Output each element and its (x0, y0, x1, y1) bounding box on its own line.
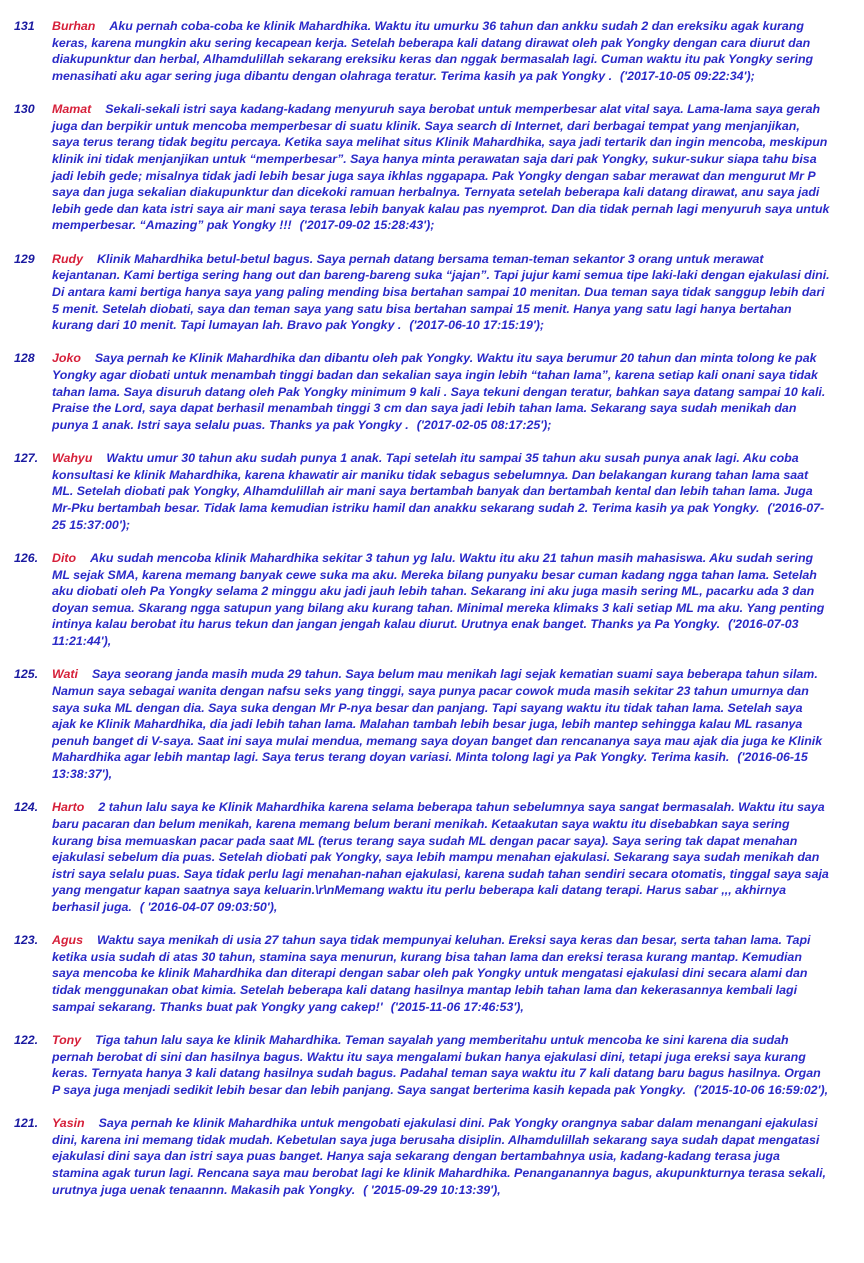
testimonial-entry (0, 350, 830, 433)
testimonial-timestamp: ('2017-06-10 17:15:19'); (409, 318, 545, 333)
testimonial-entry (0, 550, 830, 650)
testimonial-number: 125. (14, 667, 39, 682)
testimonial-timestamp: ('2015-10-06 16:59:02'), (694, 1082, 829, 1097)
testimonial-timestamp: ( '2015-09-29 10:13:39'), (363, 1182, 501, 1197)
testimonial-author: Wahyu (52, 451, 93, 466)
testimonial-number: 121. (14, 1116, 39, 1131)
testimonial-author: Rudy (52, 251, 83, 266)
testimonial-number: 127. (14, 451, 39, 466)
testimonial-paragraph (52, 932, 830, 1015)
testimonial-number: 124. (14, 800, 39, 815)
testimonial-number: 126. (14, 551, 39, 566)
testimonial-entry (0, 450, 830, 533)
testimonial-text: Aku pernah coba-coba ke klinik Mahardhika. Waktu itu umurku 36 tahun dan ankku sudah 2 dan ereksiku agak kurang keras, karena mungkin aku sering kecapean kerja. Setelah beberapa kali datang dirawat oleh pak Yongky dengan cara diurut dan diakupunktur dan herbal, Alhamdulillah sekarang ereksiku keras dan nggak bermasalah lagi. Cuman waktu itu pak Yongky sering menasihati aku agar sering juga dibantu dengan olahraga teratur. Terima kasih ya pak Yongky . (52, 19, 814, 83)
testimonial-timestamp: ('2017-10-05 09:22:34'); (620, 68, 755, 83)
testimonial-timestamp: ('2015-11-06 17:46:53'), (390, 999, 524, 1014)
testimonial-text: Saya pernah ke klinik Mahardhika untuk mengobati ejakulasi dini. Pak Yongky orangnya sabar dalam menangani ejakulasi dini, karena ini memang tidak mudah. Kebetulan saya juga berusaha disiplin. Alhamdulillah sekarang saya sudah dapat mengatasi ejakulasi dini saya dan istri saya puas banget. Hanya saja sekarang dengan bertambahnya usia, kadang-kadang terasa juga stamina agak turun lagi. Rencana saya mau berobat lagi ke klinik Mahardhika. Penanganannya bagus, akupunkturnya terasa sekali, urutnya juga uenak tenaannn. Makasih pak Yongky. (52, 1116, 826, 1197)
testimonial-text: Waktu saya menikah di usia 27 tahun saya tidak mempunyai keluhan. Ereksi saya keras dan besar, serta tahan lama. Tapi ketika usia sudah di atas 30 tahun, stamina saya menurun, kurang bisa tahan lama dan ereksi terasa kurang mantap. Kemudian saya mencoba ke klinik Mahardhika dan diterapi dengan sabar oleh pak Yongky untuk mengatasi ejakulasi dini secara alami dan tidak menggunakan obat kimia. Setelah beberapa kali datang hasilnya mantap lebih tahan lama dan kekerasannya kembali lagi sampai sekarang. Thanks buat pak Yongky yang cakep!' (52, 933, 811, 1014)
testimonial-text: Aku sudah mencoba klinik Mahardhika sekitar 3 tahun yg lalu. Waktu itu aku 21 tahun masih mahasiswa. Aku sudah sering ML sejak SMA, karena memang banyak cewe suka ma aku. Mereka bilang punyaku besar cuman kadang ngga tahan lama. Setelah aku diobati oleh Pa Yongky selama 2 minggu aku jadi jauh lebih tahan. Sekarang ini aku juga masih sering ML, pacarku ada 3 dan doyan semua. Skarang ngga satupun yang bilang aku kurang tahan. Minimal mereka klimaks 3 kali setiap ML ma aku. Yang penting intinya kalau berobat itu harus tekun dan jangan jengah kalau diurut. Urutnya enak banget. Thanks ya Pa Yongky. (52, 551, 825, 632)
testimonial-list (0, 18, 864, 1215)
testimonial-number: 122. (14, 1033, 39, 1048)
testimonial-entry (0, 799, 830, 915)
testimonial-paragraph (52, 101, 830, 234)
testimonial-text: Tiga tahun lalu saya ke klinik Mahardhika. Teman sayalah yang memberitahu untuk mencoba ke sini karena dia sudah pernah berobat di sini dan hasilnya bagus. Waktu itu saya mengalami bukan hanya ejakulasi dini, tetapi juga ereksi saya kurang keras. Ternyata hanya 3 kali datang hasilnya sudah bagus. Padahal teman saya waktu itu 7 kali datang baru bagus hasilnya. Organ P saya juga menjadi sedikit lebih besar dan lebih panjang. Saya sangat berterima kasih kepada pak Yongky. (52, 1033, 821, 1097)
testimonial-text: Saya seorang janda masih muda 29 tahun. Saya belum mau menikah lagi sejak kematian suami saya beberapa tahun silam. Namun saya sebagai wanita dengan nafsu seks yang tinggi, saya punya pacar cowok muda masih sekitar 23 tahun umurnya dan saya suka ML dengan dia. Saya suka dengan Mr P-nya besar dan panjang. Tapi sayang waktu itu tidak tahan lama. Setelah saya ajak ke Klinik Mahardhika, dia jadi lebih tahan lama. Malahan tambah lebih besar juga, lebih mantep sehingga kalau ML rasanya penuh banget di V-saya. Saat ini saya mulai mendua, memang saya doyan banget dan rencananya saya mau ajak dia juga ke Klinik Mahardhika agar lebih mantap lagi. Saya terus terang doyan variasi. Minta tolong lagi ya Pak Yongky. Terima kasih. (52, 667, 823, 765)
testimonial-number: 130 (14, 102, 35, 117)
testimonial-timestamp: ('2016-07-03 11:21:44'), (52, 617, 799, 648)
testimonial-text: Klinik Mahardhika betul-betul bagus. Saya pernah datang bersama teman-teman sekantor 3 orang untuk merawat kejantanan. Kami bertiga sering hang out dan bareng-bareng suka “jajan”. Tapi jujur kami semua tipe laki-laki dengan ejakulasi dini. Di antara kami bertiga hanya saya yang paling mending bisa bertahan sampai 10 menitan. Dua teman saya tidak sanggup lebih dari 5 menit. Setelah diobati, saya dan teman saya yang satu bisa bertahan sampai 15 menit. Hanya yang satu lagi hanya bertahan kurang dari 10 menit. Tapi lumayan lah. Bravo pak Yongky . (52, 251, 830, 333)
testimonial-paragraph (52, 450, 830, 533)
testimonial-author: Joko (52, 351, 81, 366)
testimonial-text: Saya pernah ke Klinik Mahardhika dan dibantu oleh pak Yongky. Waktu itu saya berumur 20 tahun dan minta tolong ke pak Yongky agar diobati untuk menambah tinggi badan dan sekalian saya ingin lebih “tahan lama”, karena setiap kali onani saya tidak tahan lama. Saya disuruh datang oleh Pak Yongky minimum 9 kali . Saya tekuni dengan teratur, bahkan saya datang sampai 10 kali. Praise the Lord, saya dapat berhasil menambah tinggi 3 cm dan saya jadi lebih tahan lama. Sekarang saya sudah menikah dan punya 1 anak. Istri saya selalu puas. Thanks ya pak Yongky . (52, 351, 826, 432)
testimonial-author: Agus (52, 933, 83, 948)
testimonial-author: Tony (52, 1033, 82, 1048)
testimonial-paragraph (52, 1115, 830, 1198)
testimonial-paragraph (52, 1032, 830, 1098)
testimonial-paragraph (52, 550, 830, 650)
testimonial-author: Burhan (52, 19, 96, 33)
testimonial-number: 123. (14, 933, 39, 948)
testimonial-entry (0, 932, 830, 1015)
testimonial-paragraph (52, 251, 830, 334)
testimonial-timestamp: ('2016-07-25 15:37:00'); (52, 501, 825, 532)
testimonial-paragraph (52, 799, 830, 915)
testimonial-author: Yasin (52, 1116, 85, 1131)
testimonial-timestamp: ( '2016-04-07 09:03:50'), (139, 899, 278, 914)
testimonial-timestamp: ('2017-09-02 15:28:43'); (299, 218, 435, 233)
testimonial-entry (0, 1115, 830, 1198)
testimonial-text: Sekali-sekali istri saya kadang-kadang menyuruh saya berobat untuk memperbesar alat vital saya. Lama-lama saya gerah juga dan berpikir untuk mencoba memperbesar di suatu klinik. Saya search di Internet, dari berbagai tempat yang menjanjikan, saya terus terang tidak begitu percaya. Ketika saya melihat situs Klinik Mahardhika, saya jadi tertarik dan ingin mencoba, meskipun klinik ini tidak menjanjikan untuk “memperbesar”. Saya hanya minta perawatan saja dari pak Yongky, sukur-sukur siapa tahu bisa jadi lebih gede; misalnya tidak jadi lebih besar juga saya ikhlas nggapapa. Pak Yongky dengan sabar merawat dan mengurut Mr P saya dan juga sekalian diakupunktur dan dicekoki ramuan herbalnya. Ternyata setelah beberapa kali datang dirawat, anu saya jadi lebih gede dan kata istri saya air mani saya terasa lebih banyak kalau pas nyemprot. Dan dia tidak pernah lagi menyuruh saya untuk memperbesar. “Amazing” pak Yongky !!! (52, 102, 830, 233)
testimonial-timestamp: ('2017-02-05 08:17:25'); (416, 417, 552, 432)
testimonial-author: Harto (52, 800, 85, 815)
testimonial-paragraph (52, 350, 830, 433)
testimonial-paragraph (52, 666, 830, 782)
testimonial-paragraph (52, 18, 830, 84)
testimonial-author: Mamat (52, 102, 92, 117)
testimonial-entry (0, 251, 830, 334)
testimonial-entry (0, 18, 830, 84)
testimonial-text: 2 tahun lalu saya ke Klinik Mahardhika karena selama beberapa tahun sebelumnya saya sangat bermasalah. Waktu itu saya baru pacaran dan belum menikah, karena memang belum berani menikah. Ketaakutan saya waktu itu disebabkan saya sering kurang bisa memuaskan pacar pada saat ML (terus terang saya sudah ML dengan pacar saya). Saya sering tak dapat menahan ejakulasi sebelum dia puas. Setelah diobati pak Yongky, saya lebih mampu menahan ejakulasi. Sekarang saya sudah menikah dan istri saya selalu puas. Saya tidak perlu lagi menahan-nahan ejakulasi, karena sudah tahan sendiri secara otomatis, tinggal saya saja yang mengatur kapan saatnya saya keluarin.\r\nMemang waktu itu perlu beberapa kali datang terapi. Harus sabar ,,, akhirnya berhasil juga. (52, 800, 829, 914)
testimonial-entry (0, 101, 830, 234)
testimonial-text: Waktu umur 30 tahun aku sudah punya 1 anak. Tapi setelah itu sampai 35 tahun aku susah punya anak lagi. Aku coba konsultasi ke klinik Mahardhika, karena khawatir air maniku tidak sebagus sebelumnya. Dan belakangan kurang tahan lama saat ML. Setelah diobati pak Yongky, Alhamdulillah air mani saya bertambah banyak dan bertambah kental dan lebih tahan lama. Juga Mr-Pku bertambah besar. Tidak lama kemudian istriku hamil dan anakku sekarang sudah 2. Terima kasih ya pak Yongky. (52, 451, 813, 516)
testimonial-entry (0, 1032, 830, 1098)
testimonial-author: Dito (52, 551, 77, 566)
testimonial-entry (0, 666, 830, 782)
testimonial-number: 131 (14, 19, 35, 33)
testimonial-number: 129 (14, 251, 35, 266)
testimonial-number: 128 (14, 351, 35, 366)
testimonial-author: Wati (52, 667, 78, 682)
testimonial-timestamp: ('2016-06-15 13:38:37'), (52, 750, 808, 781)
